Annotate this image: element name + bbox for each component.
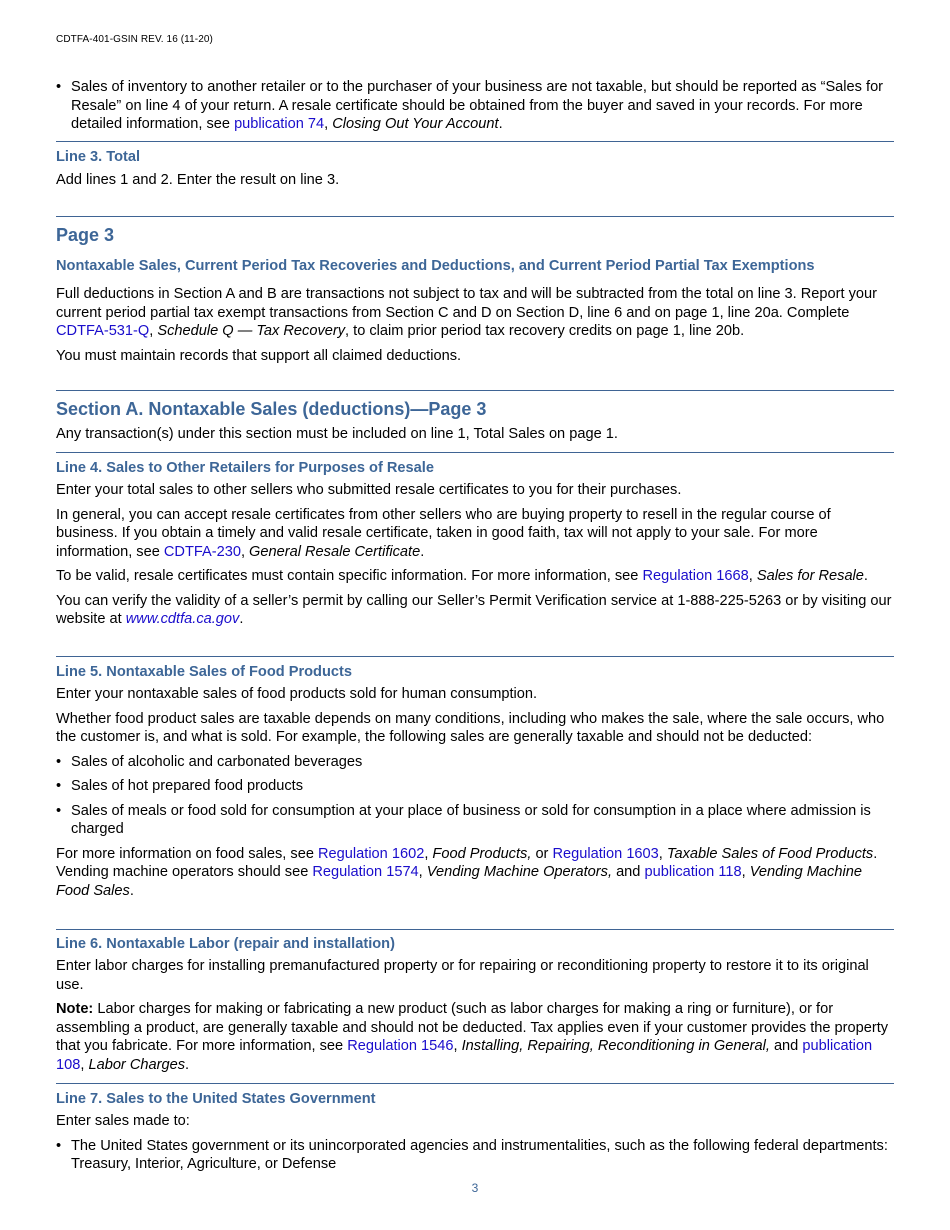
page3-heading: Page 3 — [56, 225, 115, 245]
line6-heading: Line 6. Nontaxable Labor (repair and installation) — [56, 936, 395, 952]
publication-108-link[interactable]: publication 108 — [56, 1038, 873, 1073]
list-item: • Sales of meals or food sold for consumption at your place of business or sold for consumption in a place where admission is charged — [56, 802, 871, 837]
section-a — [56, 398, 894, 444]
line7-para1: Enter sales made to: — [56, 1113, 190, 1129]
list-item: • The United States government or its unincorporated agencies and instrumentalities, such as the following federal departments: Treasury, Interior, Agriculture, or Defense — [56, 1137, 888, 1172]
regulation-1546-link[interactable]: Regulation 1546 — [347, 1038, 454, 1054]
line4-heading: Line 4. Sales to Other Retailers for Purposes of Resale — [56, 460, 434, 476]
line5-para1: Enter your nontaxable sales of food products sold for human consumption. — [56, 686, 538, 702]
line6-note: Note: Labor charges for making or fabricating a new product (such as labor charges for making a ring or furniture), or for assembling a product, are generally taxable and should not be deducted. Tax applies even if your customer provides the property that you fabricate. For more information, see Regulation 1546, Installing, Repairing, Reconditioning in General, and publication 108, Labor Charges. — [56, 1001, 889, 1073]
publication-118-link[interactable]: publication 118 — [644, 864, 742, 880]
regulation-1574-link[interactable]: Regulation 1574 — [312, 864, 419, 880]
divider — [56, 452, 894, 453]
line3-text: Add lines 1 and 2. Enter the result on line 3. — [56, 172, 340, 188]
cdtfa-website-link[interactable]: www.cdtfa.ca.gov — [125, 611, 240, 627]
regulation-1602-link[interactable]: Regulation 1602 — [318, 845, 425, 862]
line5-section — [56, 663, 894, 900]
line4-para4: You can verify the validity of a seller’s permit by calling our Seller’s Permit Verification service at 1-888-225-5263 or by visiting our website at www.cdtfa.ca.gov. — [56, 592, 892, 627]
page3-para1: Full deductions in Section A and B are transactions not subject to tax and will be subtracted from the total on line 3. Report your current period partial tax exempt transactions from Section C and D on Section D, line 6 and on page 1, line 20a. Complete CDTFA-531-Q, Schedule Q — Tax Recovery, to claim prior period tax recovery credits on page 1, line 20b. — [56, 286, 877, 339]
regulation-1603-link[interactable]: Regulation 1603 — [552, 845, 659, 862]
cdtfa-531-q-link[interactable]: CDTFA-531-Q — [56, 323, 150, 339]
line7-section — [56, 1090, 894, 1174]
divider — [56, 1083, 894, 1084]
note-label: Note: — [56, 1001, 94, 1017]
line6-section — [56, 935, 894, 1074]
regulation-1668-link[interactable]: Regulation 1668 — [642, 568, 749, 584]
line5-para3: For more information on food sales, see Regulation 1602, Food Products, or Regulation 1603, Taxable Sales of Food Products. Vending machine operators should see Regulation 1574, Vending Machine Operators, and publication 118, Vending Machine Food Sales. — [56, 845, 878, 899]
bullet-icon: • — [56, 778, 62, 794]
line4-para2: In general, you can accept resale certificates from other sellers who are buying property to resell in the regular course of business. If you obtain a timely and valid resale certificate, taken in good faith, tax will not apply to your sale. For more information, see CDTFA-230, General Resale Certificate. — [56, 506, 831, 560]
bullet-icon: • — [56, 802, 62, 819]
line4-para1: Enter your total sales to other sellers who submitted resale certificates to you for their purchases. — [56, 482, 682, 498]
divider — [56, 656, 894, 657]
section-a-heading: Section A. Nontaxable Sales (deductions)—Page 3 — [56, 399, 487, 419]
list-item: • Sales of hot prepared food products — [56, 778, 304, 794]
bullet-icon: • — [56, 753, 62, 770]
line5-heading: Line 5. Nontaxable Sales of Food Products — [56, 664, 352, 680]
divider — [56, 390, 894, 391]
page3-section — [56, 224, 894, 365]
list-item: • Sales of alcoholic and carbonated beverages — [56, 753, 363, 770]
form-number: CDTFA-401-GSIN REV. 16 (11-20) — [56, 34, 213, 45]
page-number: 3 — [471, 1181, 479, 1195]
divider — [56, 929, 894, 930]
bullet-icon: • — [56, 79, 62, 95]
section-a-text: Any transaction(s) under this section must be included on line 1, Total Sales on page 1. — [56, 426, 618, 442]
publication-74-link[interactable]: publication 74 — [234, 116, 325, 132]
divider — [56, 216, 894, 217]
line7-heading: Line 7. Sales to the United States Government — [56, 1091, 376, 1107]
intro-bullet: • Sales of inventory to another retailer or to the purchaser of your business are not taxable, but should be reported as “Sales for Resale” on line 4 of your return. A resale certificate should be obtained from the buyer and saved in your records. For more detailed information, see publication 74, Closing Out Your Account. — [56, 79, 884, 132]
bullet-icon: • — [56, 1137, 62, 1154]
line3-section — [56, 148, 894, 190]
page3-subheading: Nontaxable Sales, Current Period Tax Recoveries and Deductions, and Current Period Partial Tax Exemptions — [56, 258, 815, 274]
cdtfa-230-link[interactable]: CDTFA-230 — [163, 543, 241, 560]
page3-para2: You must maintain records that support all claimed deductions. — [56, 347, 462, 364]
line3-heading: Line 3. Total — [56, 149, 141, 165]
line6-para1: Enter labor charges for installing premanufactured property or for repairing or reconditioning property to restore it to its original use. — [56, 958, 869, 993]
line4-section — [56, 459, 894, 629]
line5-para2: Whether food product sales are taxable depends on many conditions, including who makes the sale, where the sale occurs, who the customer is, and what is sold. For example, the following sales are generally taxable and should not be deducted: — [56, 710, 885, 745]
line4-para3: To be valid, resale certificates must contain specific information. For more information, see Regulation 1668, Sales for Resale. — [56, 568, 868, 584]
divider — [56, 141, 894, 142]
